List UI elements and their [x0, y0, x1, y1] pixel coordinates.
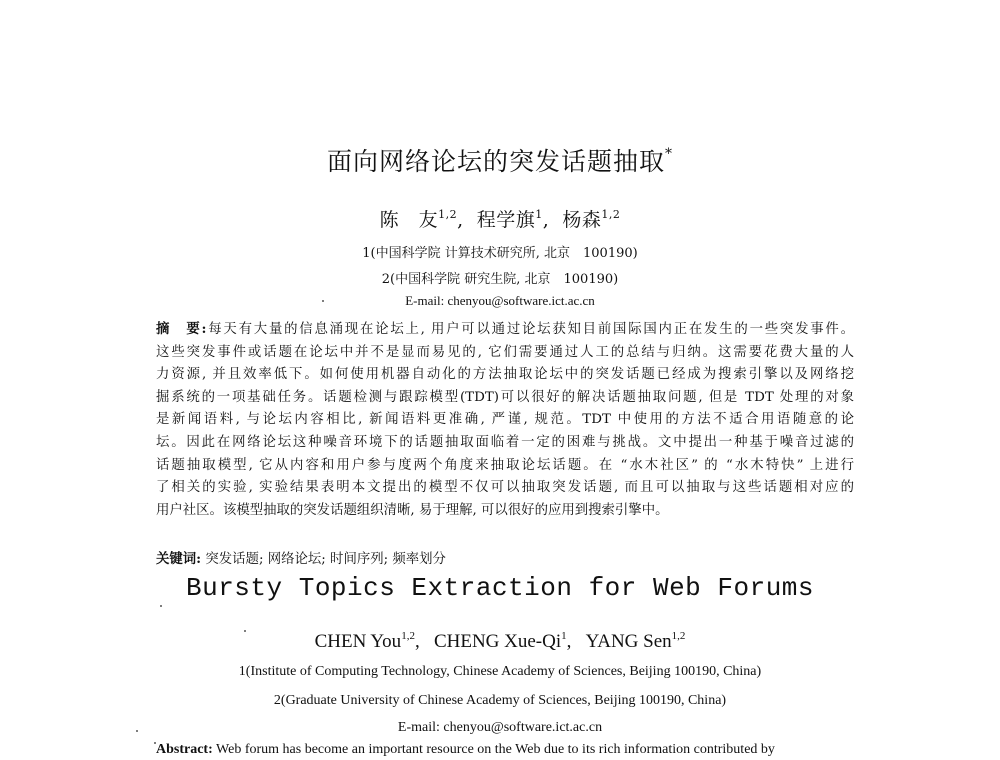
scan-speck — [154, 742, 156, 744]
abstract-cn-line: 坛。因此在网络论坛这种噪音环境下的话题抽取面临着一定的困难与挑战。文中提出一种基于噪音过滤的 — [156, 434, 854, 450]
author-affiliation-mark: 1,2 — [401, 630, 415, 642]
author-affiliation-mark: 1,2 — [671, 630, 686, 642]
keywords-cn-text: 突发话题; 网络论坛; 时间序列; 频率划分 — [205, 552, 446, 567]
abstract-cn-line: 话题抽取模型, 它从内容和用户参与度两个角度来抽取论坛话题。在 “水木社区” 的 “水木特快” 上进行 — [156, 457, 854, 473]
author-name-en: CHEN You — [314, 631, 402, 652]
abstract-cn-line-text: 每天有大量的信息涌现在论坛上, 用户可以通过论坛获知目前国际国内正在发生的一些突发事件。 — [206, 322, 854, 337]
scan-speck — [136, 730, 138, 732]
author-separator: , — [566, 631, 572, 652]
abstract-en-label: Abstract: — [156, 742, 213, 757]
abstract-cn-line: 用户社区。该模型抽取的突发话题组织清晰, 易于理解, 可以很好的应用到搜索引擎中。 — [156, 502, 669, 518]
affiliation-1-cn: 1(中国科学院 计算技术研究所, 北京 100190) — [362, 246, 638, 261]
scan-speck — [322, 300, 324, 302]
author-affiliation-mark: 1 — [535, 208, 543, 221]
abstract-cn-line: 是新闻语料, 与论坛内容相比, 新闻语料更准确, 严谨, 规范。TDT 中使用的方法不适合用语随意的论 — [156, 412, 854, 428]
abstract-cn-line: 这些突发事件或话题在论坛中并不是显而易见的, 它们需要通过人工的总结与归纳。这需要花费大量的人 — [156, 344, 854, 360]
scan-speck — [160, 605, 162, 607]
affiliation-2-en: 2(Graduate University of Chinese Academy of Sciences, Beijing 100190, China) — [273, 693, 727, 708]
abstract-cn-line: 力资源, 并且效率低下。如何使用机器自动化的方法抽取论坛中的突发话题已经成为搜索引擎以及网络挖 — [156, 367, 854, 383]
abstract-en-text: Web forum has become an important resource on the Web due to its rich information contributed by — [216, 742, 775, 757]
author-list-cn — [0, 205, 1000, 232]
affiliation-1-en: 1(Institute of Computing Technology, Chinese Academy of Sciences, Beijing 100190, China) — [238, 664, 762, 679]
email-en: E-mail: chenyou@software.ict.ac.cn — [397, 720, 603, 735]
keywords-cn — [156, 548, 446, 567]
abstract-cn — [156, 318, 854, 522]
abstract-cn-line: 掘系统的一项基础任务。话题检测与跟踪模型(TDT)可以很好的解决话题抽取问题, 但是 TDT 处理的对象 — [156, 389, 854, 405]
author-name-en: CHENG Xue-Qi — [433, 631, 562, 652]
author-separator: , — [457, 209, 464, 231]
author-affiliation-mark: 1,2 — [438, 208, 458, 221]
abstract-cn-line: 了相关的实验, 实验结果表明本文提出的模型不仅可以抽取突发话题, 而且可以抽取与这些话题相对应的 — [156, 480, 854, 496]
title-footnote-mark: * — [665, 146, 673, 162]
author-affiliation-mark: 1 — [561, 630, 567, 642]
abstract-cn-line — [156, 318, 854, 342]
author-name-cn: 陈 友 — [379, 209, 439, 231]
author-separator: , — [542, 209, 550, 231]
title-cn-text: 面向网络论坛的突发话题抽取 — [326, 147, 665, 176]
author-separator: , — [414, 631, 420, 652]
paper-title-en: Bursty Topics Extraction for Web Forums — [186, 573, 814, 603]
paper-title-cn — [0, 142, 1000, 178]
email-cn: E-mail: chenyou@software.ict.ac.cn — [405, 293, 595, 308]
author-name-en: YANG Sen — [585, 631, 672, 652]
author-name-cn: 程学旗 — [476, 209, 536, 231]
abstract-cn-label: 摘 要: — [156, 321, 207, 337]
author-name-cn: 杨森 — [562, 209, 602, 231]
author-affiliation-mark: 1,2 — [601, 208, 621, 221]
author-list-en — [0, 630, 1000, 653]
scan-speck — [244, 630, 246, 632]
keywords-cn-label: 关键词: — [156, 551, 202, 567]
abstract-en — [156, 742, 854, 758]
affiliation-2-cn: 2(中国科学院 研究生院, 北京 100190) — [381, 272, 619, 287]
